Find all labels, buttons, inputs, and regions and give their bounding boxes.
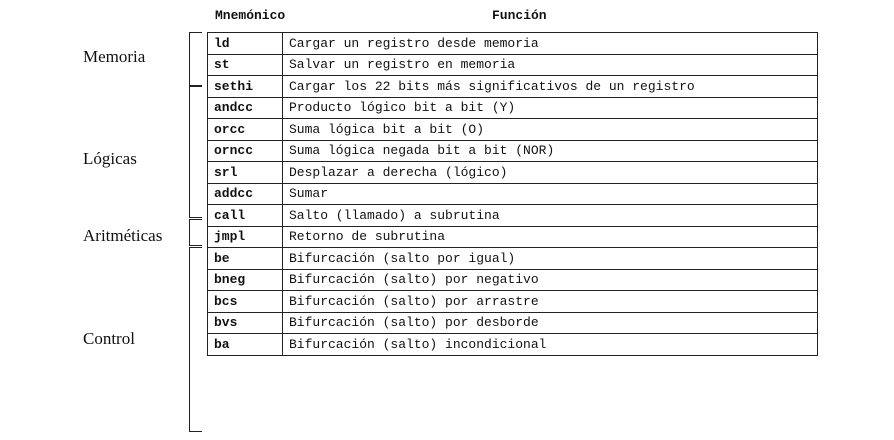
mnemonic-cell: srl	[208, 162, 283, 184]
table-row	[208, 226, 818, 248]
group-bracket-logicas	[189, 86, 202, 218]
mnemonic-cell: bneg	[208, 269, 283, 291]
table-row	[208, 54, 818, 76]
table-row	[208, 33, 818, 55]
function-cell: Cargar un registro desde memoria	[283, 33, 818, 55]
table-row	[208, 205, 818, 227]
table-row	[208, 312, 818, 334]
mnemonic-cell: jmpl	[208, 226, 283, 248]
function-cell: Cargar los 22 bits más significativos de un registro	[283, 76, 818, 98]
function-cell: Suma lógica bit a bit (O)	[283, 119, 818, 141]
group-bracket-memoria	[189, 32, 202, 86]
mnemonic-cell: be	[208, 248, 283, 270]
mnemonic-cell: st	[208, 54, 283, 76]
table-row	[208, 334, 818, 356]
function-cell: Salvar un registro en memoria	[283, 54, 818, 76]
group-label-memoria: Memoria	[83, 47, 146, 66]
function-cell: Suma lógica negada bit a bit (NOR)	[283, 140, 818, 162]
function-cell: Bifurcación (salto por igual)	[283, 248, 818, 270]
function-cell: Bifurcación (salto) por negativo	[283, 269, 818, 291]
group-bracket-control	[189, 247, 202, 432]
group-label-logicas: Lógicas	[83, 149, 137, 168]
column-header-function: Función	[492, 8, 547, 23]
mnemonic-cell: andcc	[208, 97, 283, 119]
function-cell: Desplazar a derecha (lógico)	[283, 162, 818, 184]
group-bracket-aritmeticas	[189, 219, 202, 246]
table-row	[208, 97, 818, 119]
group-label-control: Control	[83, 329, 135, 348]
function-cell: Bifurcación (salto) por arrastre	[283, 291, 818, 313]
table-row	[208, 162, 818, 184]
function-cell: Sumar	[283, 183, 818, 205]
mnemonic-cell: sethi	[208, 76, 283, 98]
mnemonic-cell: bcs	[208, 291, 283, 313]
function-cell: Salto (llamado) a subrutina	[283, 205, 818, 227]
group-label-aritmeticas: Aritméticas	[83, 226, 163, 245]
mnemonic-cell: orncc	[208, 140, 283, 162]
table-row	[208, 119, 818, 141]
function-cell: Producto lógico bit a bit (Y)	[283, 97, 818, 119]
function-cell: Retorno de subrutina	[283, 226, 818, 248]
table-row	[208, 76, 818, 98]
mnemonic-cell: ba	[208, 334, 283, 356]
table-row	[208, 183, 818, 205]
mnemonic-cell: addcc	[208, 183, 283, 205]
column-header-mnemonic: Mnemónico	[215, 8, 286, 23]
instruction-table	[207, 32, 818, 356]
function-cell: Bifurcación (salto) por desborde	[283, 312, 818, 334]
table-row	[208, 269, 818, 291]
mnemonic-cell: call	[208, 205, 283, 227]
table-row	[208, 140, 818, 162]
table-row	[208, 291, 818, 313]
function-cell: Bifurcación (salto) incondicional	[283, 334, 818, 356]
table-row	[208, 248, 818, 270]
mnemonic-cell: bvs	[208, 312, 283, 334]
mnemonic-cell: ld	[208, 33, 283, 55]
mnemonic-cell: orcc	[208, 119, 283, 141]
